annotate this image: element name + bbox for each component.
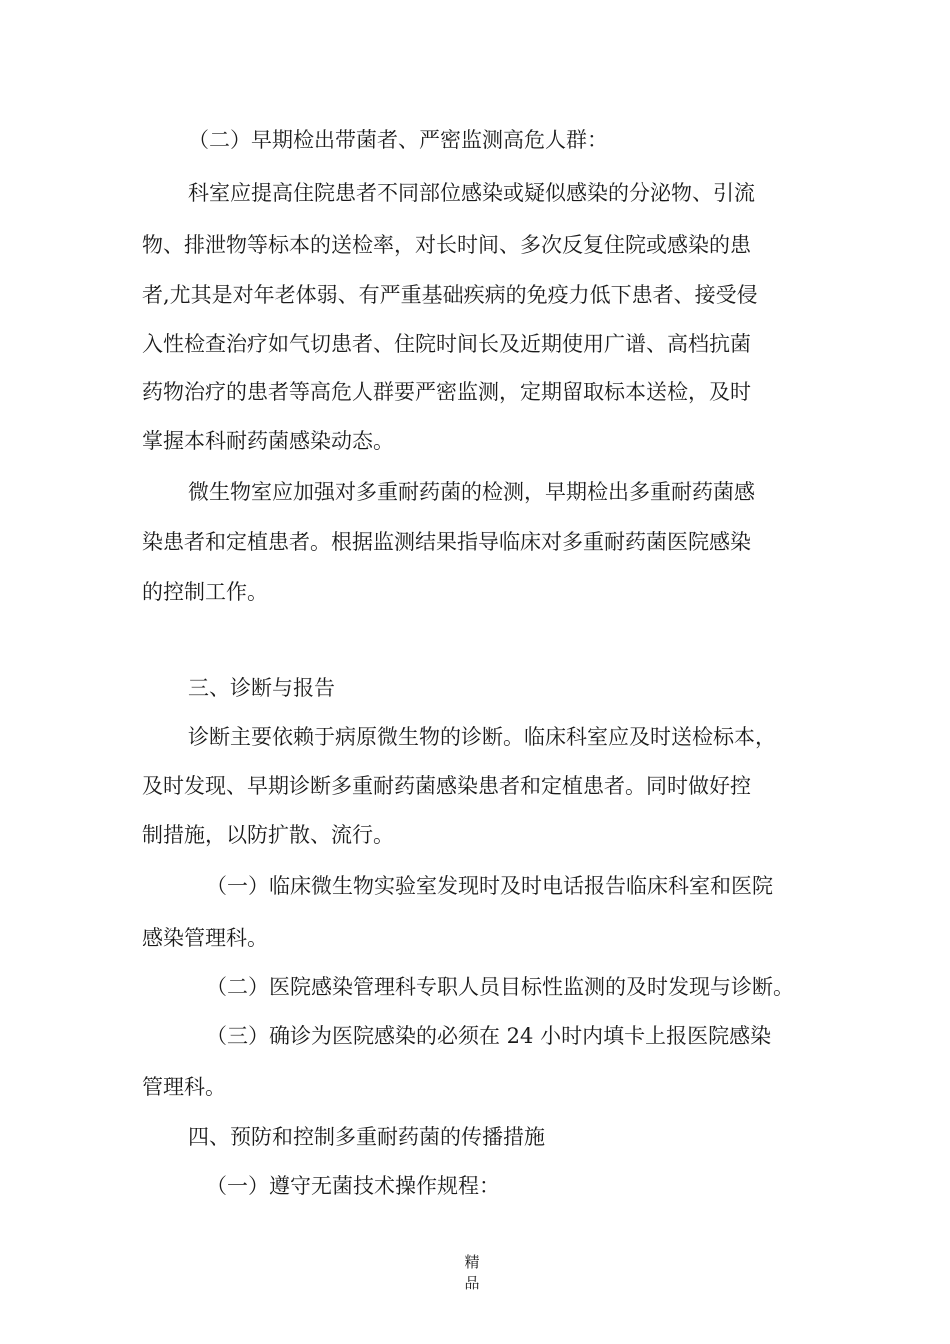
paragraph-line: 染患者和定植患者。根据监测结果指导临床对多重耐药菌医院感染 [142,530,751,554]
paragraph-line: 入性检查治疗如气切患者、住院时间长及近期使用广谱、高档抗菌 [142,332,751,356]
paragraph-line: 微生物室应加强对多重耐药菌的检测，早期检出多重耐药菌感 [188,480,755,504]
paragraph-line: 者,尤其是对年老体弱、有严重基础疾病的免疫力低下患者、接受侵 [142,283,758,307]
paragraph-line: 物、排泄物等标本的送检率，对长时间、多次反复住院或感染的患 [142,233,751,257]
subheading-early-detection: （二）早期检出带菌者、严密监测高危人群： [188,128,608,152]
paragraph-line: （三）确诊为医院感染的必须在 24 小时内填卡上报医院感染 [206,1024,772,1048]
section-heading-diagnosis: 三、诊断与报告 [188,676,335,700]
paragraph-line: 掌握本科耐药菌感染动态。 [142,429,394,453]
paragraph-line: 感染管理科。 [142,926,268,950]
paragraph-line: 制措施，以防扩散、流行。 [142,823,394,847]
paragraph-line: 诊断主要依赖于病原微生物的诊断。临床科室应及时送检标本， [188,725,776,749]
page-footer: 精品 [464,1253,480,1292]
paragraph-line: （二）医院感染管理科专职人员目标性监测的及时发现与诊断。 [206,975,794,999]
section-heading-prevention: 四、预防和控制多重耐药菌的传播措施 [188,1125,545,1149]
paragraph-line: 管理科。 [142,1075,226,1099]
paragraph-line: 科室应提高住院患者不同部位感染或疑似感染的分泌物、引流 [188,181,755,205]
paragraph-line: 药物治疗的患者等高危人群要严密监测，定期留取标本送检，及时 [142,380,751,404]
subheading-aseptic: （一）遵守无菌技术操作规程： [206,1174,500,1198]
paragraph-line: 及时发现、早期诊断多重耐药菌感染患者和定植患者。同时做好控 [142,774,751,798]
paragraph-line: （一）临床微生物实验室发现时及时电话报告临床科室和医院 [206,874,773,898]
paragraph-line: 的控制工作。 [142,580,268,604]
